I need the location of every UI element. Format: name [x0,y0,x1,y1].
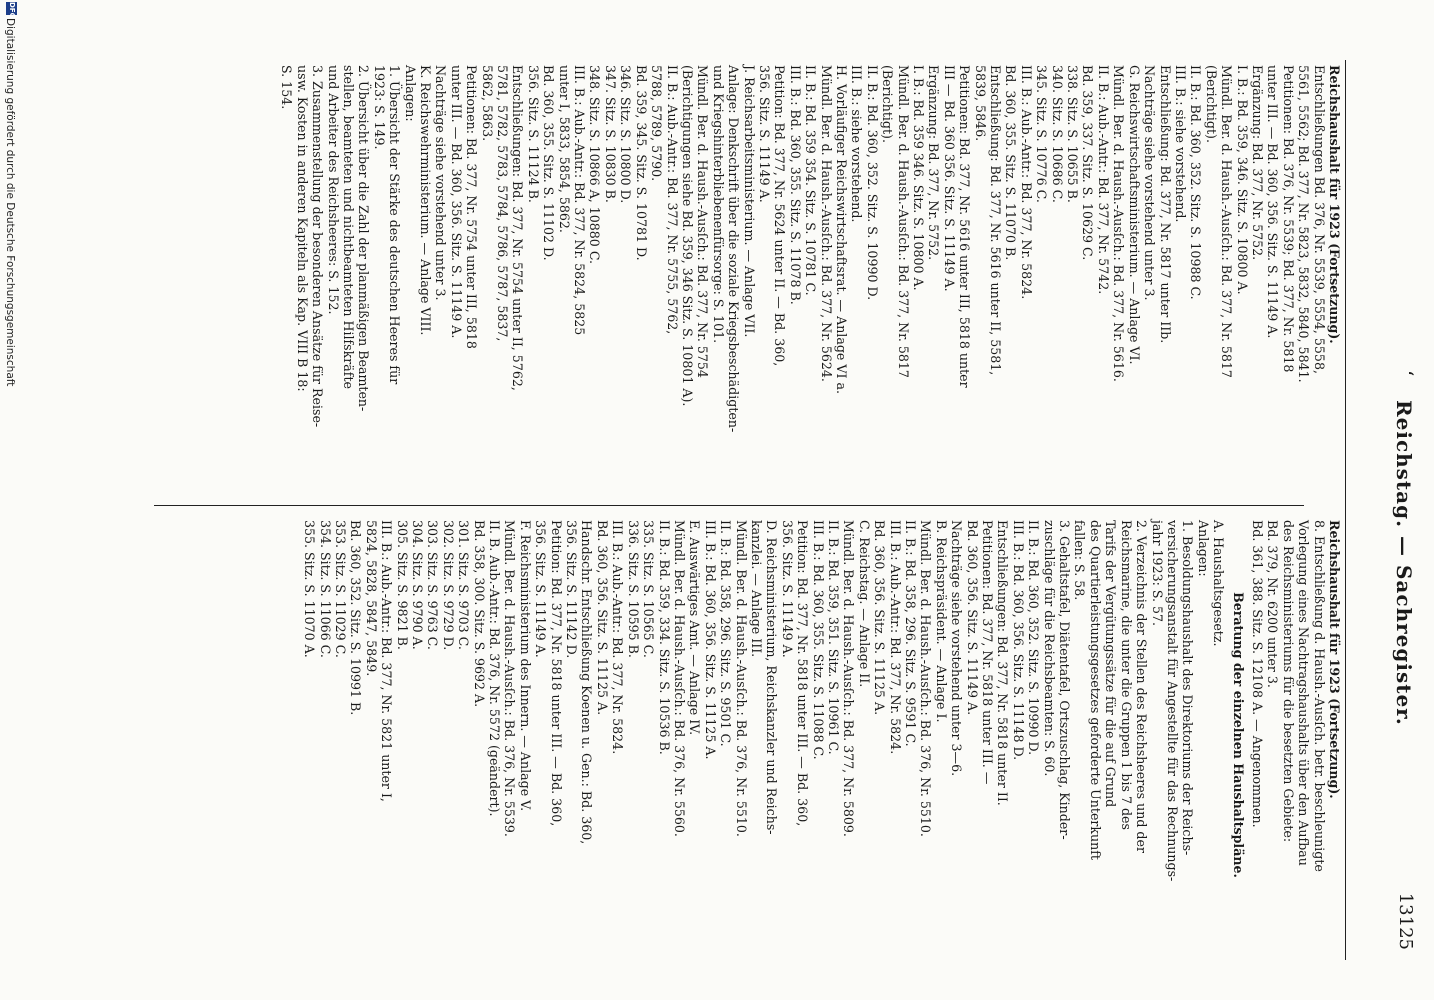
index-line: Nachträge siehe vorstehend unter 3. [1142,65,1158,301]
index-line: (Berichtigungen siehe Bd. 359, 346 Sitz. S. 10801 A). [679,65,695,407]
index-line: 5788, 5789, 5790. [649,65,665,182]
index-line: versicherungsanstalt für Angestellte für das Rechnungs- [1164,520,1180,882]
index-line: Anlagen: [1195,520,1211,577]
index-line: Entschließungen Bd. 376, Nr. 5539, 5554, 5558, [1311,65,1327,374]
index-line: kanzlei. — Anlage III. [748,520,764,658]
index-line: III. B.: Aub.-Antr.: Bd. 377, Nr. 5824. [887,520,903,755]
index-line: 356. Sitz. S. 11149 A. [533,520,549,658]
index-line: Vorlegung eines Nachtragshaushalts über den Aufbau [1296,520,1312,866]
index-line: unter III. — Bd. 360, 356. Sitz. S. 11149 A. [1265,65,1281,339]
index-line: Mündl. Ber. d. Haush.-Ausſch.: Bd. 376, Nr. 5539. [502,520,518,837]
index-line: Bd. 359, 337. Sitz. S. 10629 C. [1080,65,1096,261]
index-line: Bd. 360, 355. Sitz. S. 11070 B. [1003,65,1019,261]
index-line: II. B.: Aub.-Antr.: Bd. 377, Nr. 5742. [1095,65,1111,295]
index-line: Nachträge siehe vorstehend unter 3. [433,65,449,301]
index-line: 345. Sitz. S. 10776 C. [1034,65,1050,203]
index-line: Bd. 360, 355. Sitz. S. 11102 D. [541,65,557,261]
index-line: Reichshaushalt für 1923 (Fortsetzung). [1327,520,1342,799]
index-line: Mündl. Ber. d. Haush.-Ausſch.: Bd. 377, Nr. 5809. [841,520,857,837]
index-line: II. B.: Bd. 358, 296. Sitz. S. 9591 C. [903,520,919,747]
index-line: Entschließung: Bd. 377, Nr. 5616 unter II, 5581, [988,65,1004,376]
index-line: 354. Sitz. S. 11066 C. [317,520,333,658]
index-line: Handschr. Entschließung Koenen u. Gen.: Bd. 360, [579,520,595,845]
index-line: 338. Sitz. S. 10655 B. [1065,65,1081,203]
index-line: I. B.: Bd. 359 346. Sitz. S. 10800 A. [911,65,927,291]
index-line: III. B.: Aub.-Antr.: Bd. 377, Nr. 5821 unter I, [379,520,395,802]
index-line: 5862, 5863. [479,65,495,142]
index-line: 346. Sitz. S. 10800 D. [618,65,634,204]
index-line: III. B.: Aub.-Antr.: Bd. 377, Nr. 5824. [610,520,626,755]
index-line: S. 154. [279,65,295,110]
index-line: G. Reichswirtschaftsministerium. — Anlage VI. [1126,65,1142,365]
index-line: II. B.: Bd. 359, 334. Sitz. S. 10536 B. [656,520,672,755]
index-line: 5824, 5828, 5847, 5849. [363,520,379,677]
index-line: Petition: Bd. 377, Nr. 5818 unter III. — Bd. 360, [795,520,811,827]
index-line: Reichsmarine, die unter die Gruppen 1 bis 7 des [1118,520,1134,830]
index-line: J. Reichsarbeitsministerium. — Anlage VII. [741,65,757,338]
index-line: Bd. 360, 356. Sitz. S. 11149 A. [964,520,980,716]
index-line: Mündl. Ber. d. Haush.-Ausſch.: Bd. 377, Nr. 5754 [695,65,711,378]
index-line: 353. Sitz. S. 11029 C. [333,520,348,658]
index-line: und Arbeiter des Reichsheeres: S. 152. [325,65,341,315]
page-header [1388,70,1422,950]
index-line: 335. Sitz. S. 10565 C. [641,520,657,658]
index-column-right [279,65,1342,490]
index-line: Ergänzung: Bd. 377, Nr. 5752. [1249,65,1265,261]
index-line: Mündl. Ber. d. Haush.-Ausſch.: Bd. 377, Nr. 5817 [1219,65,1235,378]
index-line: Bd. 360, 356. Sitz. S. 11125 A. [594,520,610,716]
index-line: 303. Sitz. S. 9763 C. [425,520,441,650]
page-number: 13125 [1395,892,1416,950]
index-line: K. Reichswehrministerium. — Anlage VIII. [418,65,434,336]
index-line: III. B.: Bd. 360, 355. Sitz. S. 11078 B. [787,65,803,305]
index-line: II. B. Aub.-Antr.: Bd. 376, Nr. 5572 (geändert). [487,520,503,817]
index-line: Bd. 379, Nr. 6200 unter 3. [1265,520,1281,688]
index-line: 301. Sitz. S. 9703 C. [456,520,472,650]
index-line: 8. Entschließung d. Haush.-Ausſch. betr. beschleunigte [1311,520,1327,872]
index-line: II. B.: Bd. 360, 352. Sitz. S. 10990 D. [1026,520,1042,756]
index-line: C. Reichstag. — Anlage II. [856,520,872,688]
index-line: 336. Sitz. S. 10595 B. [625,520,641,658]
index-line: 5781, 5782, 5783, 5784, 5786, 5787, 5837, [495,65,511,342]
index-line: III. B.: Bd. 360, 355. Sitz. S. 11088 C. [810,520,826,760]
index-line: II. B.: Bd. 360, 352. Sitz. S. 10990 D. [864,65,880,301]
index-line: 5561, 5562; Bd. 377, Nr. 5823, 5832, 5840, 5841. [1296,65,1312,383]
index-line: stellen, beamteten und nichtbeamteten Hilfskräfte [341,65,356,389]
index-line: 5839, 5846. [972,65,988,142]
index-line: II. B.: Bd. 359 354. Sitz. S. 10781 C. [803,65,819,296]
header-rule [1345,60,1346,960]
dfg-logo: DFG [8,2,16,19]
index-line: Beratung der einzelnen Haushaltspläne. [1230,592,1246,878]
index-line: 3. Gehaltstafel, Diätentafel, Ortszuschlag, Kinder- [1057,520,1073,840]
index-line: 302. Sitz. S. 9729 D. [440,520,456,651]
index-line: Tarifs der Vergütungssätze für die auf Grund [1103,520,1119,808]
index-line: des Quartierleistungsgesetzes geforderte Unterkunft [1087,520,1103,860]
column-divider [154,505,1304,506]
index-line: Bd. 360, 356. Sitz. S. 11125 A. [872,520,888,716]
index-line: 304. Sitz. S. 9790 A. [410,520,426,650]
index-line: II. B.: Aub.-Antr.: Bd. 377, Nr. 5755, 5762, [664,65,680,335]
index-line: II. B.: Bd. 358, 296. Sitz. S. 9501 C. [718,520,734,747]
index-line: unter III. — Bd. 360, 356. Sitz. S. 11149 A. [448,65,464,339]
index-line: 356. Sitz. S. 11124 B. [525,65,541,203]
index-line: 1. Übersicht der Stärke des deutschen Heeres für [387,65,403,385]
index-line: D. Reichsministerium, Reichskanzler und Reichs- [764,520,780,835]
index-line: I. B.: Bd. 359, 346. Sitz. S. 10800 A. [1234,65,1250,295]
header-tick-mark: ‘ [1394,370,1418,377]
index-line: III — Bd. 360 356. Sitz. S. 11149 A. [941,65,957,292]
index-line: A. Haushaltsgesetz. [1211,520,1227,647]
index-line: III. B.: Aub.-Antr.: Bd. 377, Nr. 5824. [1018,65,1034,300]
index-line: Mündl. Ber. d. Haush.-Ausſch.: Bd. 376, Nr. 5510. [733,520,749,837]
index-line: 356. Sitz. S. 11149 A. [779,520,795,658]
index-line: 347. Sitz. S. 10830 B. [602,65,618,203]
index-line: 356. Sitz. S. 11142 D. [564,520,580,659]
index-line: Reichshaushalt für 1923 (Fortsetzung). [1327,65,1342,344]
index-line: jahr 1923: S. 57. [1149,520,1165,627]
index-line: Bd. 361, 388. Sitz. S. 12108 A. — Angenommen. [1249,520,1265,828]
index-line: 2. Übersicht über die Zahl der planmäßigen Beamten- [356,65,372,412]
index-line: Mündl. Ber. d. Haush.-Ausſch.: Bd. 377, Nr. 5624. [818,65,834,382]
index-line: 3. Zusammenstellung der besonderen Ansätze für Reise- [310,65,326,428]
index-line: Ergänzung: Bd. 377, Nr. 5752. [926,65,942,261]
index-line: Petitionen: Bd. 377, Nr. 5818 unter III. — [980,520,996,785]
index-line: II. B.: Bd. 360, 352. Sitz. S. 10988 C. [1188,65,1204,300]
index-line: Petitionen: Bd. 376, Nr. 5539; Bd. 377, Nr. 5818 [1280,65,1296,373]
index-line: des Reichsministeriums für die besetzten Gebiete: [1280,520,1296,843]
index-line: Mündl. Ber. d. Haush.-Ausſch.: Bd. 377, Nr. 5616. [1111,65,1127,382]
digitization-note: Digitalisierung gefördert durch die Deutsche Forschungsgemeinschaft [4,18,16,387]
index-line: H. Vorläufiger Reichswirtschaftsrat. — Anlage VI a. [834,65,849,394]
index-line: F. Reichsministerium des Innern. — Anlage V. [517,520,533,812]
index-line: 340. Sitz. S. 10686 C. [1049,65,1065,203]
index-line: 348. Sitz. S. 10866 A, 10880 C. [587,65,603,265]
index-line: Bd. 358, 300. Sitz. S. 9692 A. [471,520,487,708]
index-line: 1923: S. 149. [371,65,387,150]
index-line: Entschließung: Bd. 377, Nr. 5817 unter IIb. [1157,65,1173,344]
index-line: 356. Sitz. S. 11149 A. [756,65,772,203]
index-line: usw. Kosten in anderen Kapiteln als Kap. VIII B 18: [294,65,310,392]
index-line: Mündl. Ber. d. Haush.-Ausſch.: Bd. 376, Nr. 5510. [918,520,934,837]
index-line: Bd. 359, 345. Sitz. S. 10781 D. [633,65,649,261]
index-line: fallen: S. 58. [1072,520,1088,601]
index-line: Petitionen: Bd. 377, Nr. 5616 unter III, 5818 unter [957,65,973,388]
index-line: B. Reichspräsident. — Anlage I. [933,520,949,723]
index-line: Mündl. Ber. d. Haush.-Ausſch.: Bd. 376, Nr. 5560. [671,520,687,837]
index-line: 305. Sitz. S. 9821 B. [394,520,410,650]
page-title: Reichstag. — Sachregister. [1392,400,1416,726]
index-line: Entschließungen: Bd. 377, Nr. 5818 unter II. [995,520,1011,806]
index-line: III. B.: Bd. 360, 356. Sitz. S. 11148 D. [1010,520,1026,761]
index-line: III. B.: Aub.-Antr.: Bd. 377, Nr. 5824, 5825 [572,65,588,336]
index-line: Anlage: Denkschrift über die soziale Kriegsbeschädigten- [726,65,742,433]
index-line: III. B.: Bd. 360, 356. Sitz. S. 11125 A. [702,520,718,760]
index-line: (Berichtigt). [1203,65,1219,143]
index-line: zuschläge für die Reichsbeamten: S. 60. [1041,520,1057,777]
index-line: III. B.: siehe vorstehend. [849,65,865,223]
index-line: Mündl. Ber. d. Haush.-Ausſch.: Bd. 377, Nr. 5817 [895,65,911,378]
index-line: 2. Verzeichnis der Stellen des Reichsheeres und der [1134,520,1150,853]
index-line: 1. Besoldungshaushalt des Direktoriums der Reichs- [1180,520,1196,856]
index-line: unter I, 5833, 5854, 5862. [556,65,572,233]
index-line: Nachträge siehe vorstehend unter 3—6. [949,520,965,777]
index-column-left [302,520,1342,950]
index-line: Petition: Bd. 377, Nr. 5624 unter II. — Bd. 360, [772,65,788,367]
index-line: III. B.: siehe vorstehend. [1172,65,1188,223]
index-line: Petitionen: Bd. 377, Nr. 5754 unter III, 5818 [464,65,480,349]
index-line: Bd. 360, 352. Sitz. S. 10991 B. [348,520,364,716]
index-line: II. B.: Bd. 359, 351. Sitz. S. 10961 C. [826,520,841,755]
index-line: E. Auswärtiges Amt. — Anlage IV. [687,520,703,736]
index-line: Petition: Bd. 377, Nr. 5818 unter III. — Bd. 360, [548,520,564,827]
index-line: Anlagen: [402,65,418,122]
index-line: 355. Sitz. S. 11070 A. [302,520,318,658]
index-line: (Berichtigt). [880,65,896,143]
index-line: und Kriegshinterbliebenenfürsorge: S. 101. [710,65,726,344]
index-line: Entschließungen: Bd. 377, Nr. 5754 unter II, 5762, [510,65,526,391]
